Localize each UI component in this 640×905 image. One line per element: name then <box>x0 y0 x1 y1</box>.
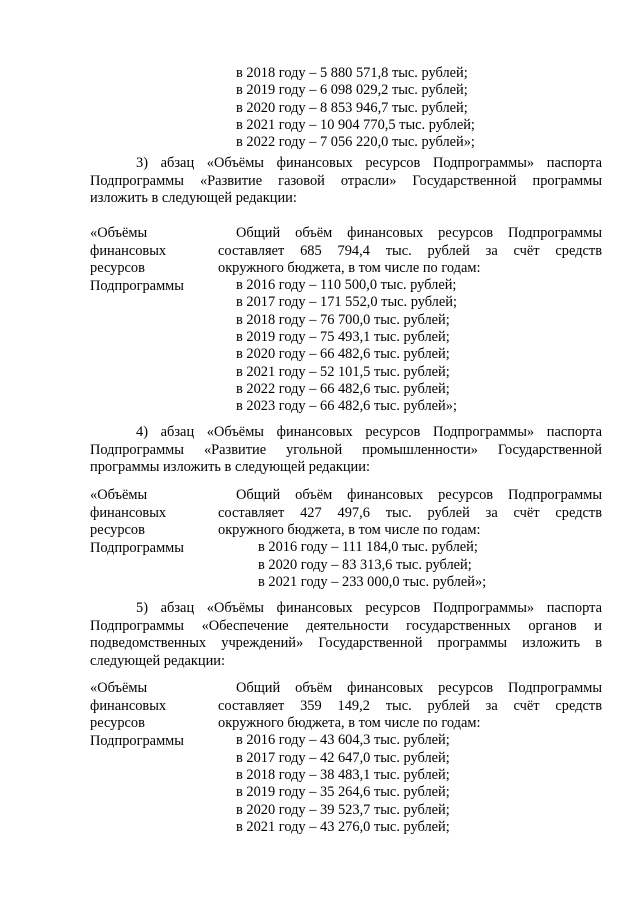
desc-line: Общий объём финансовых ресурсов Подпрограммы <box>236 680 602 696</box>
year-line: в 2021 году – 10 904 770,5 тыс. рублей; <box>236 117 475 133</box>
label-line: ресурсов <box>90 715 145 731</box>
paragraph-line: 4) абзац «Объёмы финансовых ресурсов Подпрограммы» паспорта <box>136 424 602 440</box>
paragraph-line: подведомственных учреждений» Государственной программы изложить в <box>90 635 602 651</box>
label-line: финансовых <box>90 697 167 714</box>
volume-label <box>90 487 210 557</box>
paragraph-5 <box>90 600 602 670</box>
paragraph-line: изложить в следующей редакции: <box>90 190 297 206</box>
year-line: в 2022 году – 66 482,6 тыс. рублей; <box>236 381 450 397</box>
year-line: в 2021 году – 52 101,5 тыс. рублей; <box>236 364 450 380</box>
volume-label <box>90 680 210 750</box>
year-line: в 2020 году – 66 482,6 тыс. рублей; <box>236 346 450 362</box>
year-line: в 2016 году – 110 500,0 тыс. рублей; <box>236 277 457 293</box>
label-line: Подпрограммы <box>90 539 184 556</box>
paragraph-line: Подпрограммы «Развитие газовой отрасли» Государственной программы <box>90 172 602 189</box>
desc-line: окружного бюджета, в том числе по годам: <box>218 260 481 276</box>
paragraph-line: программы изложить в следующей редакции: <box>90 459 370 475</box>
label-line: ресурсов <box>90 260 145 276</box>
paragraph-3 <box>90 155 602 208</box>
volume-description <box>218 680 602 733</box>
desc-line: окружного бюджета, в том числе по годам: <box>218 522 481 538</box>
label-line: финансовых <box>90 242 167 259</box>
label-line: Подпрограммы <box>90 277 184 294</box>
paragraph-line: 5) абзац «Объёмы финансовых ресурсов Подпрограммы» паспорта <box>136 600 602 616</box>
year-line: в 2021 году – 43 276,0 тыс. рублей; <box>236 819 450 835</box>
paragraph-line: 3) абзац «Объёмы финансовых ресурсов Подпрограммы» паспорта <box>136 155 602 171</box>
year-line: в 2018 году – 38 483,1 тыс. рублей; <box>236 767 450 783</box>
desc-line: Общий объём финансовых ресурсов Подпрограммы <box>236 225 602 241</box>
year-line: в 2016 году – 111 184,0 тыс. рублей; <box>258 539 478 555</box>
desc-line: окружного бюджета, в том числе по годам: <box>218 715 481 731</box>
year-line: в 2019 году – 35 264,6 тыс. рублей; <box>236 784 450 800</box>
year-line: в 2020 году – 83 313,6 тыс. рублей; <box>258 557 472 573</box>
year-line: в 2017 году – 42 647,0 тыс. рублей; <box>236 750 450 766</box>
paragraph-line: Подпрограммы «Развитие угольной промышленности» Государственной <box>90 441 602 458</box>
desc-line: составляет 427 497,6 тыс. рублей за счёт средств <box>218 504 602 521</box>
year-line: в 2016 году – 43 604,3 тыс. рублей; <box>236 732 450 748</box>
year-line: в 2018 году – 5 880 571,8 тыс. рублей; <box>236 65 468 81</box>
year-line: в 2017 году – 171 552,0 тыс. рублей; <box>236 294 457 310</box>
year-line: в 2020 году – 8 853 946,7 тыс. рублей; <box>236 100 468 116</box>
volume-description <box>218 225 602 278</box>
desc-line: составляет 685 794,4 тыс. рублей за счёт средств <box>218 242 602 259</box>
year-line: в 2021 году – 233 000,0 тыс. рублей»; <box>258 574 487 590</box>
label-line: «Объёмы <box>90 225 148 241</box>
year-line: в 2023 году – 66 482,6 тыс. рублей»; <box>236 398 457 414</box>
volume-description <box>218 487 602 540</box>
label-line: ресурсов <box>90 522 145 538</box>
year-line: в 2019 году – 6 098 029,2 тыс. рублей; <box>236 82 468 98</box>
desc-line: составляет 359 149,2 тыс. рублей за счёт средств <box>218 697 602 714</box>
volume-label <box>90 225 210 295</box>
year-line: в 2022 году – 7 056 220,0 тыс. рублей»; <box>236 134 475 150</box>
paragraph-4 <box>90 424 602 477</box>
paragraph-line: Подпрограммы «Обеспечение деятельности государственных органов и <box>90 617 602 634</box>
label-line: «Объёмы <box>90 680 148 696</box>
year-line: в 2019 году – 75 493,1 тыс. рублей; <box>236 329 450 345</box>
label-line: Подпрограммы <box>90 732 184 749</box>
paragraph-line: следующей редакции: <box>90 652 225 669</box>
label-line: «Объёмы <box>90 487 148 503</box>
year-line: в 2020 году – 39 523,7 тыс. рублей; <box>236 802 450 818</box>
label-line: финансовых <box>90 504 167 521</box>
desc-line: Общий объём финансовых ресурсов Подпрограммы <box>236 487 602 503</box>
year-line: в 2018 году – 76 700,0 тыс. рублей; <box>236 312 450 328</box>
